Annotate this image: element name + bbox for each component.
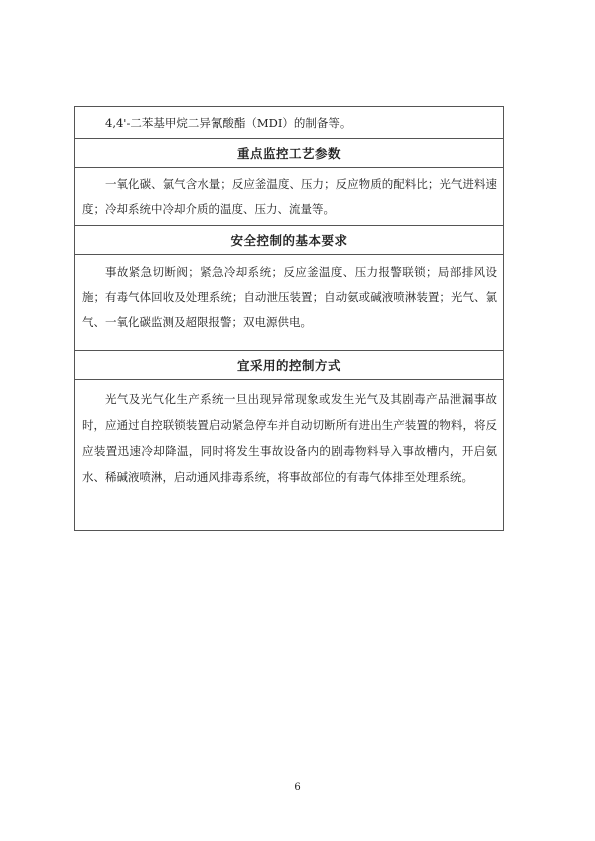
process-table <box>74 106 504 531</box>
section-heading-safety: 安全控制的基本要求 <box>75 226 503 255</box>
parameters-text: 一氧化碳、氯气含水量；反应釜温度、压力；反应物质的配料比；光气进料速度；冷却系统中冷却介质的温度、压力、流量等。 <box>82 177 497 216</box>
page-number: 6 <box>294 782 301 793</box>
control-cell <box>75 380 503 530</box>
parameters-cell <box>75 168 503 226</box>
safety-text: 事故紧急切断阀；紧急冷却系统；反应釜温度、压力报警联锁；局部排风设施；有毒气体回收及处理系统；自动泄压装置；自动氨或碱液喷淋装置；光气、氯气、一氧化碳监测及超限报警；双电源供电。 <box>82 265 497 329</box>
intro-text: 4,4'-二苯基甲烷二异氰酸酯（MDI）的制备等。 <box>105 116 352 130</box>
section-heading-parameters: 重点监控工艺参数 <box>75 139 503 168</box>
safety-cell <box>75 255 503 351</box>
section-heading-control: 宜采用的控制方式 <box>75 351 503 380</box>
intro-cell <box>75 107 503 139</box>
control-text: 光气及光气化生产系统一旦出现异常现象或发生光气及其剧毒产品泄漏事故时，应通过自控联锁装置启动紧急停车并自动切断所有进出生产装置的物料，将反应装置迅速冷却降温，同时将发生事故设备内的剧毒物料导入事故槽内，开启氨水、稀碱液喷淋，启动通风排毒系统，将事故部位的有毒气体排至处理系统。 <box>82 392 497 484</box>
